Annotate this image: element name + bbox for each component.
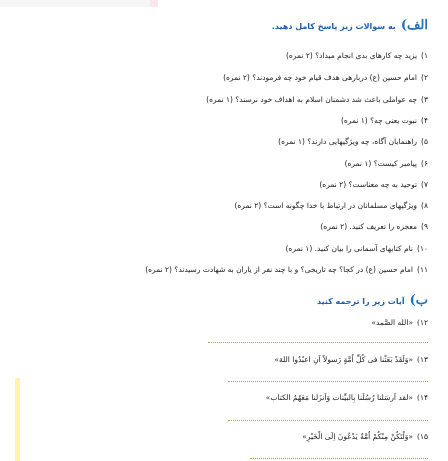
section-b-heading bbox=[317, 289, 428, 308]
verse-text: «وَلْتَکُنْ مِنْکُمْ اُمَّةٌ یَدْعُونَ اِلَی الْخَیْرِ» bbox=[302, 432, 413, 441]
verse-text: «وَلَقَدْ بَعَثْنا فی کُلِّ اُمَّةٍ رَسولاً اَنِ اعبُدُوا اللهَ» bbox=[274, 355, 413, 364]
section-a-letter: الف) bbox=[400, 18, 428, 33]
question-number: ۵) bbox=[421, 137, 428, 146]
answer-line bbox=[228, 420, 428, 421]
question-5 bbox=[278, 137, 428, 146]
question-number: ۱۱) bbox=[417, 265, 428, 274]
question-4 bbox=[341, 116, 428, 125]
question-number: ۷) bbox=[421, 180, 428, 189]
section-a-title: به سوالات زیر پاسخ کامل دهید. bbox=[271, 22, 396, 31]
question-text: امام حسین (ع) دربارهی هدف قیام خود چه فرمودند؟ (۲ نمره) bbox=[223, 73, 418, 82]
question-number: ۱۵) bbox=[417, 432, 428, 441]
question-3 bbox=[206, 95, 428, 104]
question-9 bbox=[320, 222, 428, 231]
question-number: ۴) bbox=[421, 116, 428, 125]
question-6 bbox=[345, 159, 428, 168]
answer-line bbox=[208, 342, 428, 343]
verse-text: «الله الصَّمد» bbox=[371, 318, 413, 327]
question-text: راهنمایان آگاه، چه ویژگیهایی دارند؟ (۱ نمره) bbox=[278, 137, 418, 146]
question-10 bbox=[285, 244, 428, 253]
question-number: ۹) bbox=[421, 222, 428, 231]
question-text: نبوت یعنی چه؟ (۱ نمره) bbox=[340, 116, 418, 125]
question-text: یزید چه کارهای بدی انجام میداد؟ (۲ نمره) bbox=[286, 51, 418, 60]
question-1 bbox=[286, 51, 428, 60]
verse-13 bbox=[274, 355, 428, 364]
verse-12 bbox=[371, 318, 428, 327]
question-2 bbox=[223, 73, 428, 82]
question-number: ۱۰) bbox=[417, 244, 428, 253]
question-number: ۱۴) bbox=[417, 393, 428, 402]
question-11 bbox=[145, 265, 428, 274]
question-number: ۱) bbox=[421, 51, 428, 60]
section-a-heading bbox=[272, 14, 428, 33]
question-text: ویژگیهای مسلمانان در ارتباط با خدا چگونه است؟ (۲ نمره) bbox=[234, 201, 418, 210]
answer-line bbox=[228, 381, 428, 382]
verse-text: «لقد اَرسَلنا رُسُلَنا بِالبیِّنات وَاَنزَلنا مَعَهُمُ الکتاب» bbox=[265, 393, 413, 402]
question-text: چه عواملی باعث شد دشمنان اسلام به اهداف خود نرسند؟ (۱ نمره) bbox=[206, 95, 418, 104]
question-text: نام کتابهای آسمانی را بیان کنید. (۱ نمره) bbox=[285, 244, 413, 253]
question-number: ۳) bbox=[421, 95, 428, 104]
question-number: ۱۲) bbox=[417, 318, 428, 327]
question-number: ۱۳) bbox=[417, 355, 428, 364]
question-number: ۸) bbox=[421, 201, 428, 210]
verse-14 bbox=[266, 393, 428, 402]
question-number: ۶) bbox=[421, 159, 428, 168]
section-b-letter: ب) bbox=[409, 293, 428, 308]
question-text: توحید به چه معناست؟ (۲ نمره) bbox=[319, 180, 418, 189]
question-number: ۲) bbox=[421, 73, 428, 82]
question-text: امام حسین (ع) در کجا؟ چه تاریخی؟ و با چند نفر از یاران به شهادت رسیدند؟ (۲ نمره) bbox=[145, 265, 413, 274]
question-8 bbox=[234, 201, 428, 210]
question-text: معجزه را تعریف کنید. (۲ نمره) bbox=[320, 222, 418, 231]
question-text: پیامبر کیست؟ (۱ نمره) bbox=[344, 159, 418, 168]
answer-line bbox=[250, 458, 428, 459]
verse-15 bbox=[302, 432, 428, 441]
question-7 bbox=[319, 180, 428, 189]
section-b-title: آیات زیر را ترجمه کنید bbox=[316, 297, 405, 306]
